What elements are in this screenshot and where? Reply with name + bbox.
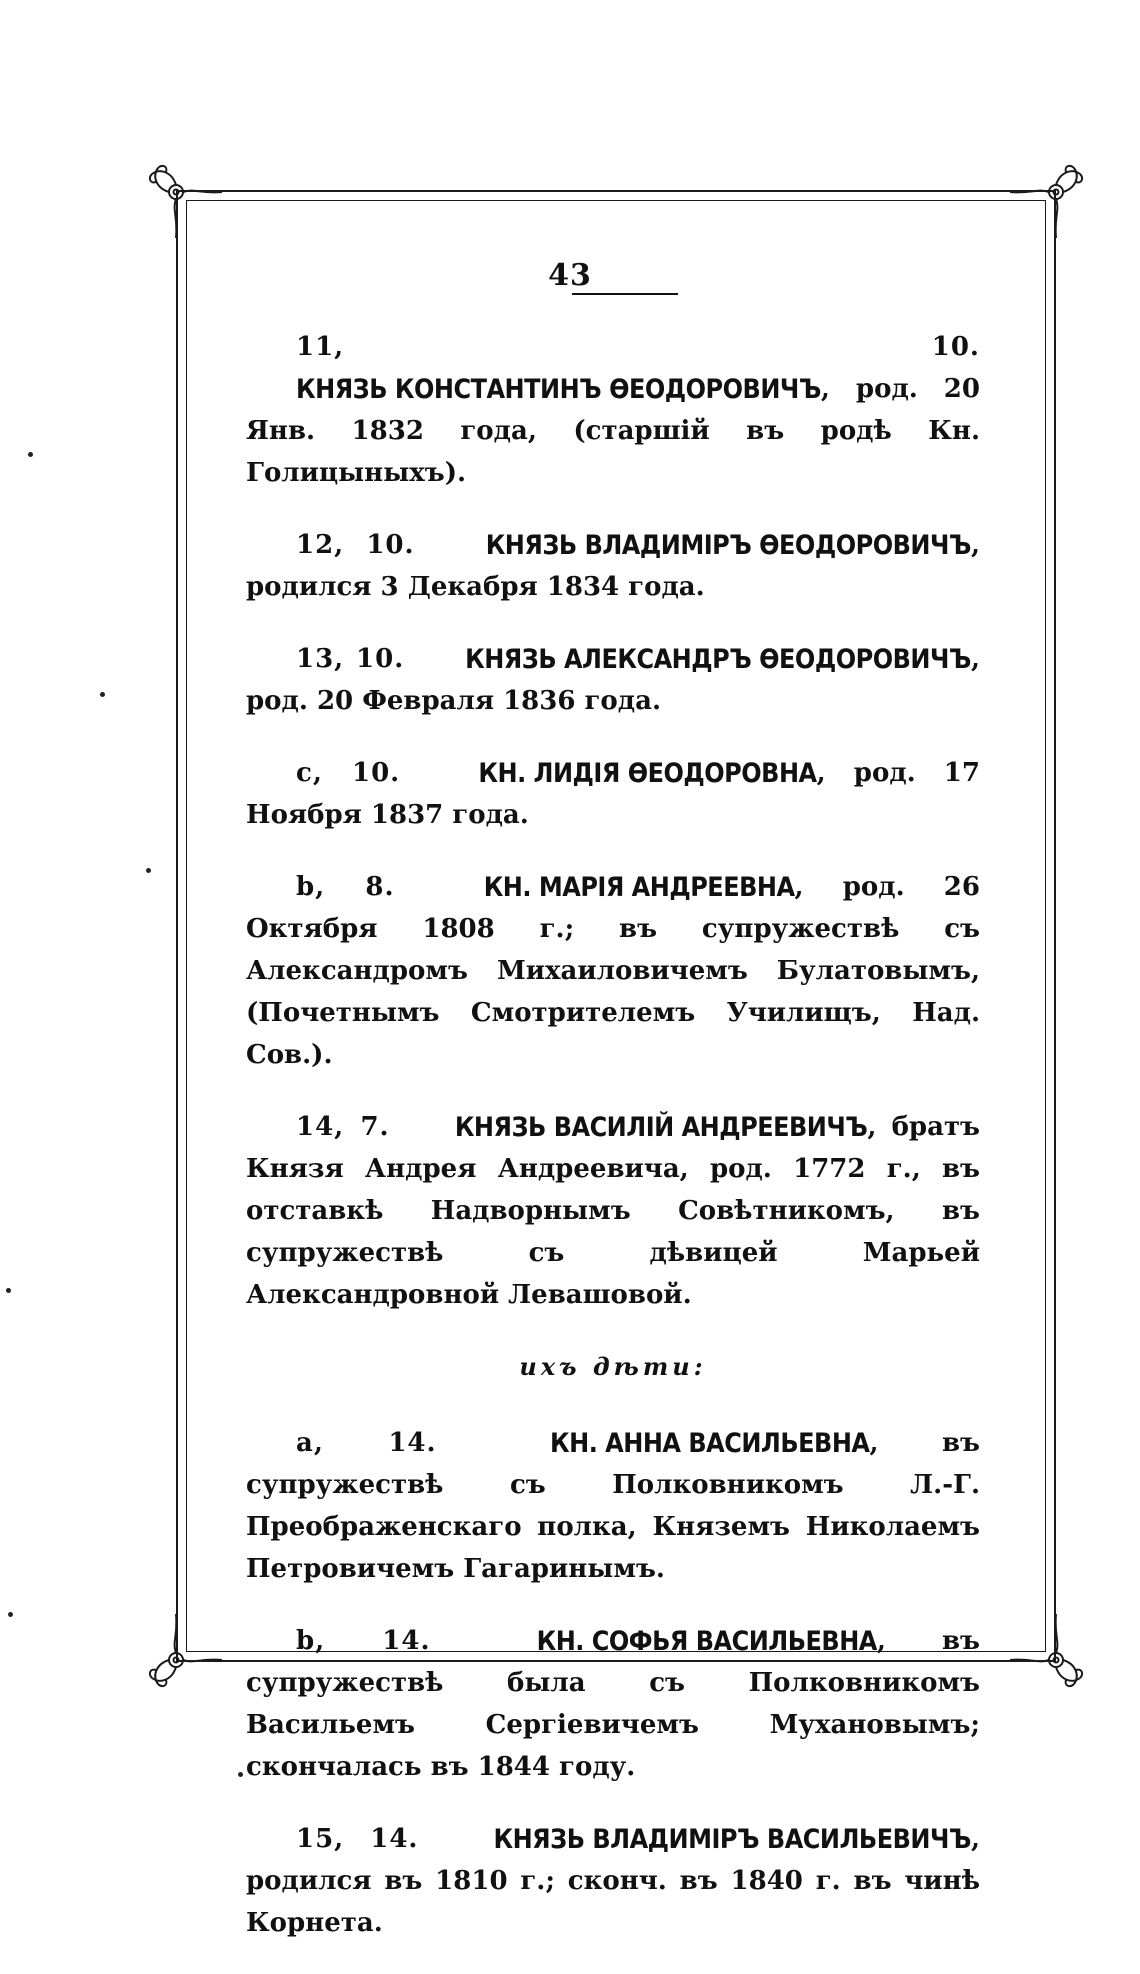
page-number: 43 bbox=[548, 258, 592, 293]
entry-number: a, 14. bbox=[296, 1428, 437, 1458]
scan-speck bbox=[6, 1288, 11, 1293]
corner-ornament-icon bbox=[1010, 1614, 1090, 1694]
entry-text: , род. 26 Октября 1808 г.; въ супружествѣ съ Александромъ Михаиловичемъ Булатовымъ, (Почетнымъ Смотрителемъ Училищъ, Над. Сов.). bbox=[246, 872, 980, 1070]
entry-name: КНЯЗЬ ВАСИЛІЙ АНДРЕЕВИЧЪ bbox=[454, 1111, 868, 1143]
entry-text: , родился въ 1810 г.; сконч. въ 1840 г. въ чинѣ Корнета. bbox=[246, 1824, 980, 1938]
genealogy-entry bbox=[246, 866, 980, 1076]
entry-text: , родился 3 Декабря 1834 года. bbox=[246, 530, 980, 602]
children-heading: ихъ дѣти: bbox=[519, 1352, 707, 1381]
entry-number: 15, 14. bbox=[296, 1824, 419, 1854]
scan-speck bbox=[8, 1612, 13, 1617]
entry-text: , род. 20 Янв. 1832 года, (старшій въ родѣ Кн. Голицыныхъ). bbox=[246, 374, 980, 488]
genealogy-entry bbox=[246, 752, 980, 836]
entry-name: КНЯЗЬ ВЛАДИМІРЪ ВАСИЛЬЕВИЧЪ bbox=[493, 1823, 971, 1855]
entry-name: КНЯЗЬ КОНСТАНТИНЪ ӨЕОДОРОВИЧЪ bbox=[296, 373, 821, 405]
entry-name: КН. МАРІЯ АНДРЕЕВНА bbox=[483, 871, 795, 903]
genealogy-entry bbox=[246, 1422, 980, 1590]
entry-text: , братъ Князя Андрея Андреевича, род. 1772 г., въ отставкѣ Надворнымъ Совѣтникомъ, въ супружествѣ съ дѣвицей Марьей Александровной Левашовой. bbox=[246, 1112, 980, 1310]
scan-speck bbox=[28, 452, 33, 457]
entry-text: , род. 17 Ноября 1837 года. bbox=[246, 758, 980, 830]
entry-text: , въ супружествѣ съ Полковникомъ Л.-Г. Преображенскаго полка, Княземъ Николаемъ Петровичемъ Гагаринымъ. bbox=[246, 1428, 980, 1584]
genealogy-entry bbox=[246, 524, 980, 608]
entry-number: b, 8. bbox=[296, 872, 395, 902]
entry-text: , въ супружествѣ была съ Полковникомъ Васильемъ Сергіевичемъ Мухановымъ; скончалась въ 1844 году. bbox=[246, 1626, 980, 1782]
genealogy-entry bbox=[246, 1818, 980, 1944]
entry-number: 11, 10. bbox=[296, 332, 980, 362]
genealogy-entry bbox=[246, 638, 980, 722]
corner-ornament-icon bbox=[1010, 158, 1090, 238]
entry-number: 12, 10. bbox=[296, 530, 415, 560]
corner-ornament-icon bbox=[142, 158, 222, 238]
entry-name: КН. АННА ВАСИЛЬЕВНА bbox=[550, 1427, 870, 1459]
genealogy-entry bbox=[246, 1620, 980, 1788]
corner-ornament-icon bbox=[142, 1614, 222, 1694]
entry-name: КНЯЗЬ АЛЕКСАНДРЪ ӨЕОДОРОВИЧЪ bbox=[465, 643, 971, 675]
entry-name: КН. ЛИДІЯ ӨЕОДОРОВНА bbox=[478, 757, 817, 789]
genealogy-entry bbox=[246, 1106, 980, 1316]
page-body bbox=[246, 326, 980, 1974]
entry-number: 14, 7. bbox=[296, 1112, 390, 1142]
entry-number: c, 10. bbox=[296, 758, 401, 788]
entry-text: , род. 20 Февраля 1836 года. bbox=[246, 644, 980, 716]
scan-speck bbox=[146, 868, 151, 873]
scan-speck bbox=[100, 692, 105, 697]
entry-number: b, 14. bbox=[296, 1626, 431, 1656]
entry-number: 13, 10. bbox=[296, 644, 405, 674]
entry-name: КНЯЗЬ ВЛАДИМІРЪ ӨЕОДОРОВИЧЪ bbox=[485, 529, 971, 561]
genealogy-entry bbox=[246, 326, 980, 494]
scan-speck bbox=[238, 1772, 243, 1777]
page-number-rule bbox=[572, 293, 678, 295]
entry-name: КН. СОФЬЯ ВАСИЛЬЕВНА bbox=[536, 1625, 877, 1657]
